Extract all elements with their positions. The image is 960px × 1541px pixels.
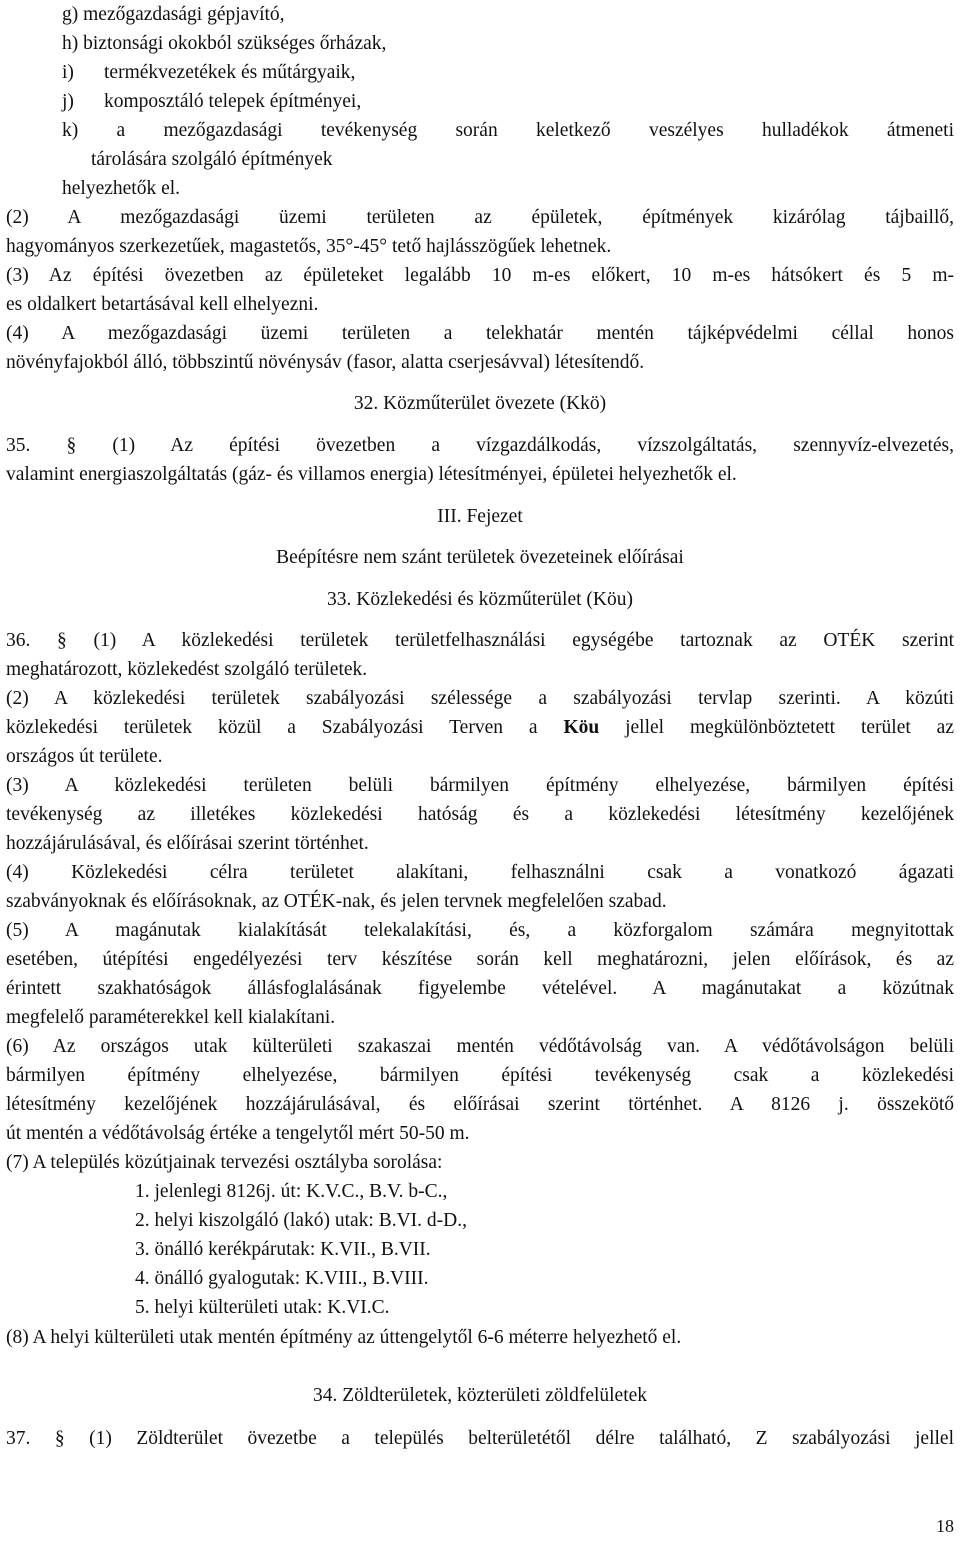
list-label: j): [62, 91, 74, 112]
section-36-paragraph-2: (2) A közlekedési területek szabályozási szélessége a szabályozási tervlap szerinti. A közúti: [6, 688, 954, 709]
list-item: 3. önálló kerékpárutak: K.VII., B.VII.: [135, 1239, 431, 1260]
paragraph-2: (2) A mezőgazdasági üzemi területen az épületek, építmények kizárólag tájbaillő,: [6, 207, 954, 228]
paragraph-4: (4) A mezőgazdasági üzemi területen a telekhatár mentén tájképvédelmi céllal honos: [6, 323, 954, 344]
text-line: tevékenység az illetékes közlekedési hatóság és a közlekedési létesítmény kezelőjének: [6, 804, 954, 825]
list-item-g: g) mezőgazdasági gépjavító,: [62, 4, 285, 25]
list-item: 4. önálló gyalogutak: K.VIII., B.VIII.: [135, 1268, 429, 1289]
text-line: bármilyen építmény elhelyezése, bármilyen építési tevékenység csak a közlekedési: [6, 1065, 954, 1086]
list-label: i): [62, 62, 74, 83]
text-line: közlekedési területek közül a Szabályozási Terven a Köu jellel megkülönböztetett terület az: [6, 717, 954, 738]
text-line: es oldalkert betartásával kell elhelyezni.: [6, 294, 319, 315]
bold-code: Köu: [563, 717, 600, 738]
text-line: meghatározott, közlekedést szolgáló területek.: [6, 659, 368, 680]
section-heading-33: 33. Közlekedési és közműterület (Köu): [327, 589, 633, 610]
text-line: helyezhetők el.: [62, 178, 181, 199]
text-line: megfelelő paraméterekkel kell kialakítani.: [6, 1007, 336, 1028]
section-36-paragraph-4: (4) Közlekedési célra területet alakítani, felhasználni csak a vonatkozó ágazati: [6, 862, 954, 883]
section-37: 37. § (1) Zöldterület övezetbe a település belterületétől délre található, Z szabályozási jellel: [6, 1428, 954, 1449]
chapter-heading: III. Fejezet: [437, 506, 523, 527]
section-36-paragraph-3: (3) A közlekedési területen belüli bármilyen építmény elhelyezése, bármilyen építési: [6, 775, 954, 796]
section-36: 36. § (1) A közlekedési területek területfelhasználási egységébe tartoznak az OTÉK szerint: [6, 630, 954, 651]
list-item-j: [62, 87, 362, 116]
text-line: esetében, útépítési engedélyezési terv készítése során kell meghatározni, jelen előírások, és az: [6, 949, 954, 970]
section-heading-32: 32. Közműterület övezete (Kkö): [353, 393, 607, 414]
text-line: hagyományos szerkezetűek, magastetős, 35°-45° tető hajlásszögűek lehetnek.: [6, 236, 612, 257]
section-heading-34: 34. Zöldterületek, közterületi zöldfelületek: [312, 1385, 648, 1406]
list-item: 1. jelenlegi 8126j. út: K.V.C., B.V. b-C.,: [135, 1181, 448, 1202]
text-line: országos út területe.: [6, 746, 163, 767]
section-36-paragraph-6: (6) Az országos utak külterületi szakaszai mentén védőtávolság van. A védőtávolságon belüli: [6, 1036, 954, 1057]
list-item: 2. helyi kiszolgáló (lakó) utak: B.VI. d-D.,: [135, 1210, 467, 1231]
section-35: 35. § (1) Az építési övezetben a vízgazdálkodás, vízszolgáltatás, szennyvíz-elvezetés,: [6, 435, 954, 456]
text-line: út mentén a védőtávolság értéke a tengelytől mért 50-50 m.: [6, 1123, 470, 1144]
list-item-i: [62, 58, 356, 87]
text-line: növényfajokból álló, többszintű növénysáv (fasor, alatta cserjesávval) létesítendő.: [6, 352, 645, 373]
section-36-paragraph-5: (5) A magánutak kialakítását telekalakítási, és, a közforgalom számára megnyitottak: [6, 920, 954, 941]
text-line: valamint energiaszolgáltatás (gáz- és villamos energia) létesítményei, épületei helyezhetők el.: [6, 464, 737, 485]
list-item-k: k) a mezőgazdasági tevékenység során keletkező veszélyes hulladékok átmeneti: [62, 120, 954, 141]
paragraph-3: (3) Az építési övezetben az épületeket legalább 10 m-es előkert, 10 m-es hátsókert és 5 m-: [6, 265, 954, 286]
text-line: hozzájárulásával, és előírásai szerint történhet.: [6, 833, 369, 854]
list-text: komposztáló telepek építményei,: [104, 91, 362, 112]
list-text: termékvezetékek és műtárgyaik,: [104, 62, 356, 83]
text-line: létesítmény kezelőjének hozzájárulásával, és előírásai szerint történhet. A 8126 j. összekötő: [6, 1094, 954, 1115]
text-line: szabványoknak és előírásoknak, az OTÉK-nak, és jelen tervnek megfelelően szabad.: [6, 891, 667, 912]
text-line: tárolására szolgáló építmények: [91, 149, 333, 170]
section-36-paragraph-8: (8) A helyi külterületi utak mentén építmény az úttengelytől 6-6 méterre helyezhető el.: [6, 1327, 682, 1348]
list-item: 5. helyi külterületi utak: K.VI.C.: [135, 1297, 390, 1318]
section-36-paragraph-7: (7) A település közútjainak tervezési osztályba sorolása:: [6, 1152, 443, 1173]
text-line: érintett szakhatóságok állásfoglalásának figyelembe vételével. A magánutakat a közútnak: [6, 978, 954, 999]
chapter-title: Beépítésre nem szánt területek övezeteinek előírásai: [276, 547, 684, 568]
page-number: 18: [936, 1516, 954, 1536]
list-item-h: h) biztonsági okokból szükséges őrházak,: [62, 33, 387, 54]
